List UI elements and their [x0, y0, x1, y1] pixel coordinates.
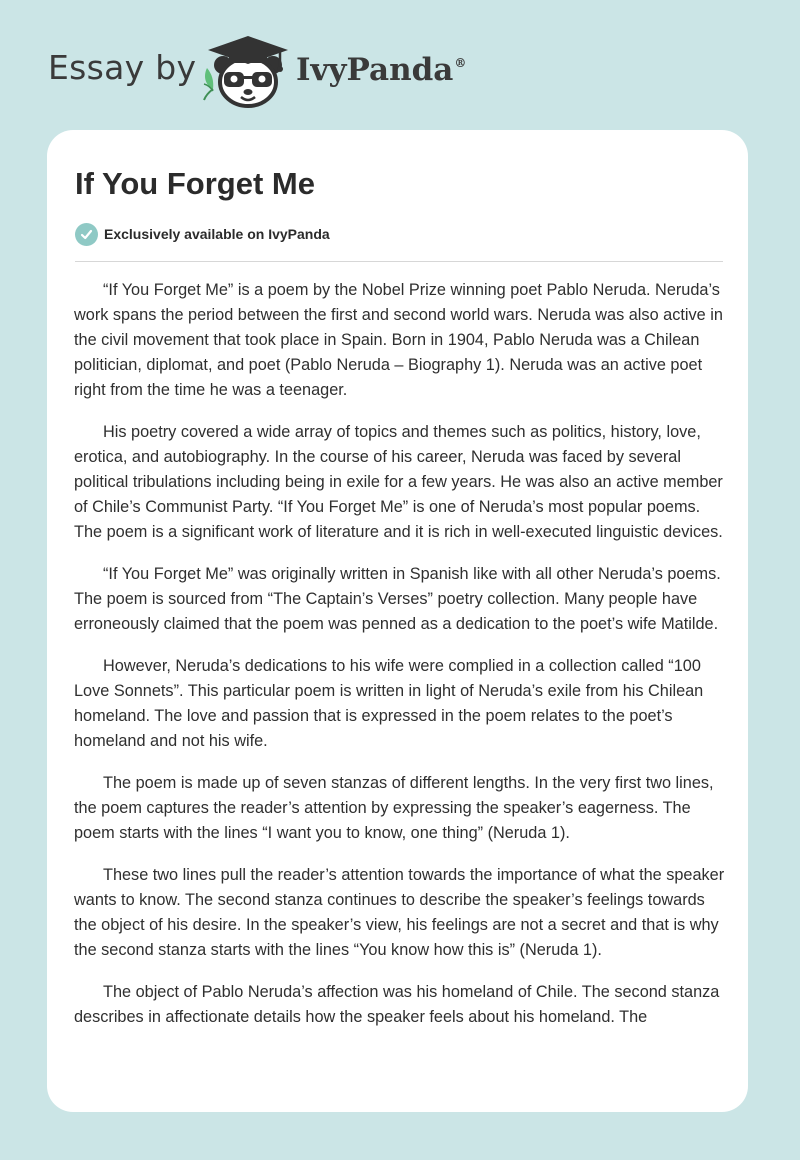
check-circle-icon — [75, 223, 98, 246]
paragraph: These two lines pull the reader’s attention towards the importance of what the speaker wants to know. The second stanza continues to describe the speaker’s feelings towards the object of his desire. In the speaker’s view, his feelings are not a secret and that is why the second stanza starts with the lines “You know how this is” (Neruda 1). — [74, 866, 725, 959]
essay-by-label: Essay by — [48, 48, 197, 87]
essay-body — [74, 278, 726, 1047]
paragraph: The poem is made up of seven stanzas of different lengths. In the very first two lines, the poem captures the reader’s attention by expressing the speaker’s eagerness. The poem starts with the lines “I want you to know, one thing” (Neruda 1). — [74, 774, 714, 842]
paragraph: His poetry covered a wide array of topics and themes such as politics, history, love, erotica, and autobiography. In the course of his career, Neruda was faced by several political tribulations including being in exile for a few years. He was also an active member of Chile’s Communist Party. “If You Forget Me” is one of Neruda’s most popular poems. The poem is a significant work of literature and it is rich in well-executed linguistic devices. — [74, 423, 723, 541]
page-title: If You Forget Me — [75, 166, 315, 201]
paragraph: “If You Forget Me” is a poem by the Nobel Prize winning poet Pablo Neruda. Neruda’s work spans the period between the first and second world wars. Neruda was also active in the civil movement that took place in Spain. Born in 1904, Pablo Neruda was a Chilean politician, diplomat, and poet (Pablo Neruda – Biography 1). Neruda was an active poet right from the time he was a teenager. — [74, 281, 723, 399]
brand-logo[interactable] — [296, 52, 466, 88]
registered-mark: ® — [454, 56, 467, 70]
exclusive-badge — [75, 222, 330, 246]
exclusive-badge-label: Exclusively available on IvyPanda — [104, 226, 330, 242]
site-header — [0, 0, 800, 120]
paragraph: The object of Pablo Neruda’s affection was his homeland of Chile. The second stanza describes in affectionate details how the speaker feels about his homeland. The — [74, 983, 720, 1026]
panda-graduate-icon[interactable] — [202, 34, 294, 110]
divider — [75, 261, 723, 262]
brand-name: IvyPanda — [296, 52, 454, 88]
paragraph: However, Neruda’s dedications to his wife were complied in a collection called “100 Love Sonnets”. This particular poem is written in light of Neruda’s exile from his Chilean homeland. The love and passion that is expressed in the poem relates to the poet’s homeland and not his wife. — [74, 657, 704, 750]
essay-card — [47, 130, 748, 1112]
paragraph: “If You Forget Me” was originally written in Spanish like with all other Neruda’s poems. The poem is sourced from “The Captain’s Verses” poetry collection. Many people have erroneously claimed that the poem was penned as a dedication to the poet’s wife Matilde. — [74, 565, 721, 633]
